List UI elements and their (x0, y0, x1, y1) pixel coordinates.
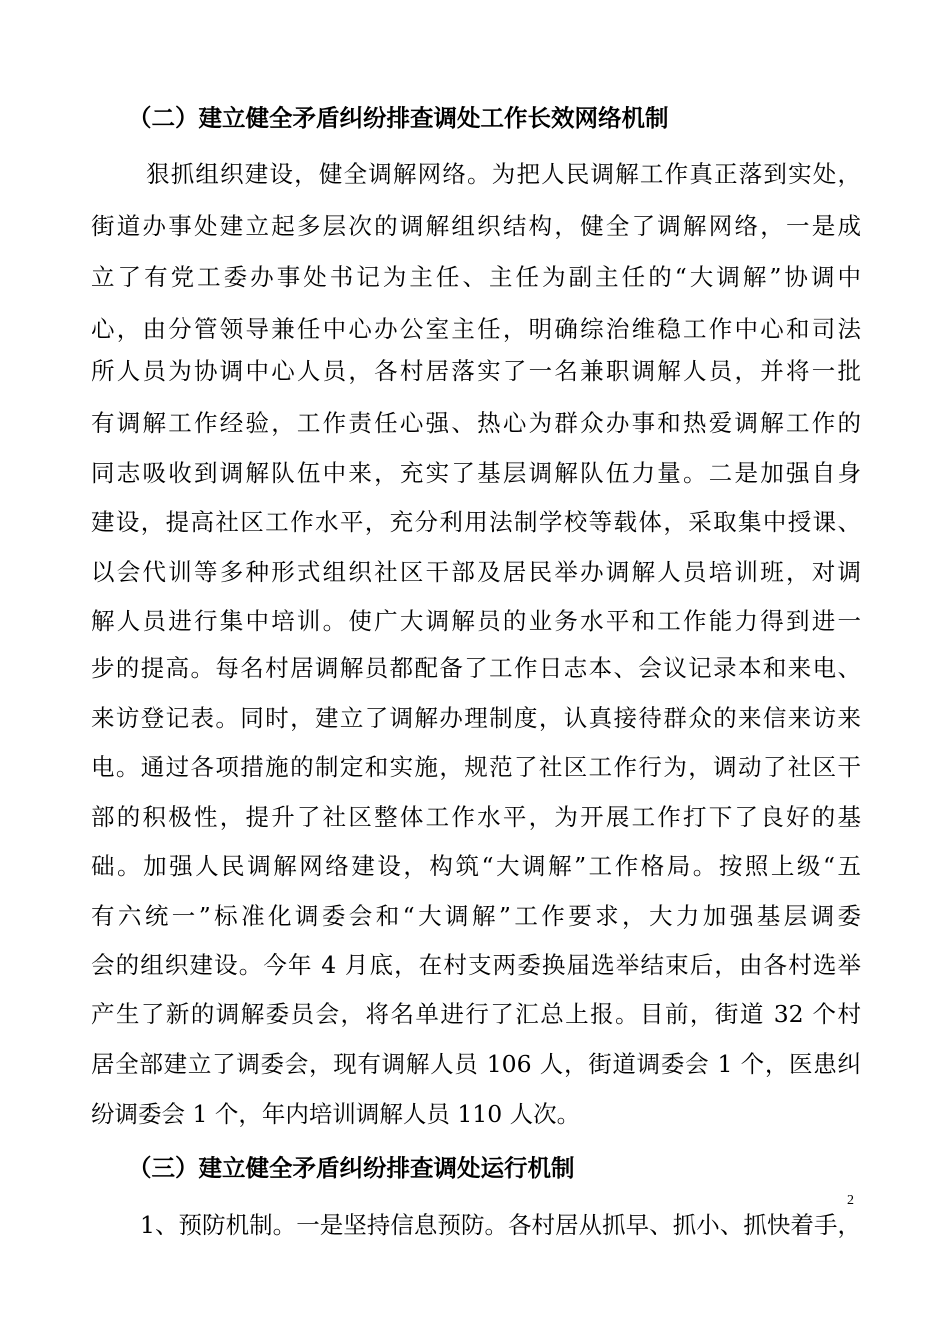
paragraph-line: 心，由分管领导兼任中心办公室主任，明确综治维稳工作中心和司法 (91, 315, 861, 343)
paragraph-line: 础。加强人民调解网络建设，构筑“大调解”工作格局。按照上级“五 (91, 852, 861, 880)
section-heading-3: （三）建立健全矛盾纠纷排查调处运行机制 (128, 1154, 575, 1182)
paragraph-line: 解人员进行集中培训。使广大调解员的业务水平和工作能力得到进一 (91, 607, 861, 635)
paragraph-line: 步的提高。每名村居调解员都配备了工作日志本、会议记录本和来电、 (91, 654, 861, 682)
page-number: 2 (847, 1193, 854, 1208)
paragraph-line: 所人员为协调中心人员，各村居落实了一名兼职调解人员，并将一批 (91, 357, 861, 385)
paragraph-line: 产生了新的调解委员会，将名单进行了汇总上报。目前，街道 32 个村 (91, 1000, 861, 1028)
paragraph-line: 狠抓组织建设，健全调解网络。为把人民调解工作真正落到实处， (146, 160, 861, 188)
paragraph-line: 会的组织建设。今年 4 月底，在村支两委换届选举结束后，由各村选举 (91, 951, 861, 979)
section-heading-2: （二）建立健全矛盾纠纷排查调处工作长效网络机制 (128, 104, 669, 132)
paragraph-line: 以会代训等多种形式组织社区干部及居民举办调解人员培训班，对调 (91, 558, 861, 586)
paragraph-line: 居全部建立了调委会，现有调解人员 106 人，街道调委会 1 个，医患纠 (91, 1050, 861, 1078)
paragraph-line: 电。通过各项措施的制定和实施，规范了社区工作行为，调动了社区干 (91, 753, 861, 781)
paragraph-line: 来访登记表。同时，建立了调解办理制度，认真接待群众的来信来访来 (91, 704, 861, 732)
paragraph-line: 部的积极性，提升了社区整体工作水平，为开展工作打下了良好的基 (91, 803, 861, 831)
paragraph-line: 同志吸收到调解队伍中来，充实了基层调解队伍力量。二是加强自身 (91, 459, 861, 487)
paragraph-line: 纷调委会 1 个，年内培训调解人员 110 人次。 (91, 1100, 581, 1128)
paragraph-line: 建设，提高社区工作水平，充分利用法制学校等载体，采取集中授课、 (91, 508, 861, 536)
paragraph-line: 有调解工作经验，工作责任心强、热心为群众办事和热爱调解工作的 (91, 409, 861, 437)
paragraph-line: 1、预防机制。一是坚持信息预防。各村居从抓早、抓小、抓快着手， (140, 1211, 861, 1239)
paragraph-line: 街道办事处建立起多层次的调解组织结构，健全了调解网络，一是成 (91, 212, 861, 240)
paragraph-line: 立了有党工委办事处书记为主任、主任为副主任的“大调解”协调中 (91, 263, 861, 291)
paragraph-line: 有六统一”标准化调委会和“大调解”工作要求，大力加强基层调委 (91, 902, 861, 930)
